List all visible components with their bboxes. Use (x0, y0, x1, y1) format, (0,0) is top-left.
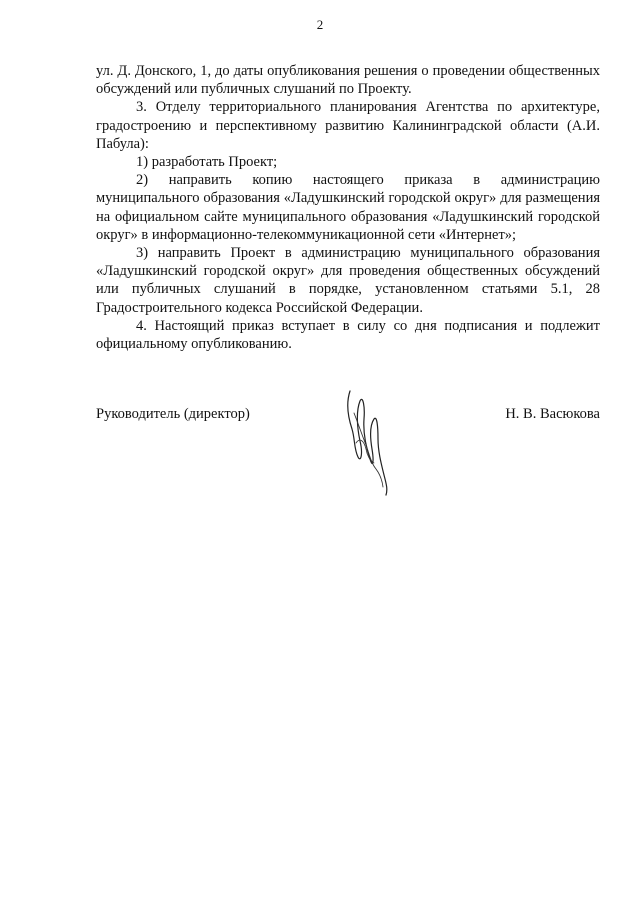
paragraph-subitem-2: 2) направить копию настоящего приказа в администрацию муниципального образования «Ладушкинский городской округ» для размещения на официальном сайте муниципального образования «Ладушкинский городской округ» в информационно-телекоммуникационной сети «Интернет»; (96, 172, 600, 243)
signatory-name: Н. В. Васюкова (505, 406, 600, 422)
signatory-position: Руководитель (директор) (96, 406, 250, 422)
signature-block (96, 405, 600, 515)
handwritten-signature (336, 383, 396, 503)
document-body (96, 62, 600, 353)
page-number: 2 (316, 17, 324, 32)
paragraph-subitem-3: 3) направить Проект в администрацию муниципального образования «Ладушкинский городской округ» для проведения общественных обсуждений или публичных слушаний в порядке, установленном статьями 5.1, 28 Градостроительного кодекса Российской Федерации. (96, 245, 600, 316)
paragraph-continuation: ул. Д. Донского, 1, до даты опубликования решения о проведении общественных обсуждений или публичных слушаний по Проекту. (96, 63, 600, 98)
paragraph-item-3: 3. Отделу территориального планирования Агентства по архитектуре, градостроению и перспективному развитию Калининградской области (А.И. Пабула): (96, 99, 600, 152)
paragraph-subitem-1: 1) разработать Проект; (136, 154, 278, 171)
paragraph-item-4: 4. Настоящий приказ вступает в силу со дня подписания и подлежит официальному опубликованию. (96, 317, 600, 353)
